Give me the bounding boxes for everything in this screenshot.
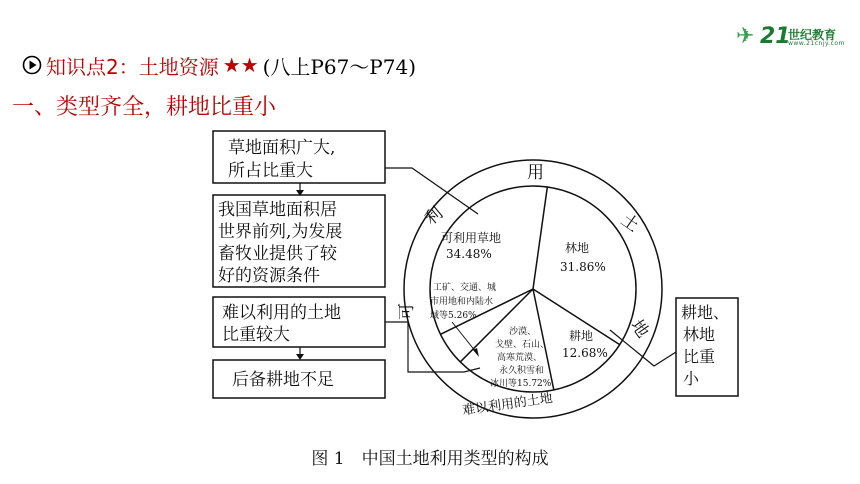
runner-icon: ✈ [736,24,755,49]
box-right-line: 林地 [683,325,716,344]
importance-stars: ★★ [222,53,259,77]
ring-label-di: 地 [626,316,653,342]
slice-label-forest: 林地 [565,241,590,255]
logo-number: 21 [760,24,791,49]
box-grassland-large-line: 所占比重大 [228,161,313,181]
slice-label-waste: 戈壁、石山、 [495,340,550,350]
slice-label-urban: 工矿、交通、城 [433,283,497,293]
box-right-line: 耕地、 [681,303,730,322]
slice-value-grass: 34.48% [446,247,492,261]
slice-value-forest: 31.86% [560,260,606,274]
slice-label-urban: 市用地和内陆水 [430,297,494,307]
box-grassland-rank-line: 世界前列,为发展 [218,222,343,242]
slice-value-arable: 12.68% [562,346,608,360]
slice-label-waste: 冰川等15.72% [490,379,552,389]
slice-label-waste: 永久积雪和 [499,366,545,376]
box-right-line: 比重 [683,347,716,366]
ring-label-ke: 可 [397,303,417,320]
slice-label-urban: 域等5.26% [430,311,477,321]
ring-label-unusable: 难以利用的土地 [461,391,554,419]
ring-label-tu: 土 [617,210,643,237]
logo-url: www.21cnjy.com [788,40,845,47]
slice-label-grass: 可利用草地 [441,231,502,245]
slice-label-waste: 高寒荒漠、 [497,353,543,363]
box-grassland-rank-line: 我国草地面积居 [218,200,337,220]
pie-slice-boundary [533,187,547,289]
knowledge-point-title: 知识点2：土地资源 [46,54,219,79]
textbook-page-ref: (八上P67～P74) [262,54,417,79]
box-right-line: 小 [683,369,700,388]
box-grassland-rank-line: 好的资源条件 [218,266,320,286]
ring-label-li: 利 [421,203,447,230]
box-grassland-large-line: 草地面积广大, [228,138,336,158]
section-title: 一、类型齐全，耕地比重小 [12,95,277,120]
slice-label-waste: 沙漠、 [509,327,537,337]
figure-caption: 图 1 中国土地利用类型的构成 [311,449,549,469]
slice-label-arable: 耕地 [569,329,594,343]
box-grassland-rank-line: 畜牧业提供了较 [218,244,337,264]
box-unusable-land-line: 比重较大 [222,325,290,345]
arrow-down-icon [296,354,304,360]
box-reserve-arable-line: 后备耕地不足 [232,370,334,390]
logo-text: 世纪教育 [788,28,837,42]
ring-label-use: 用 [527,163,544,183]
box-unusable-land-line: 难以利用的土地 [222,303,341,323]
